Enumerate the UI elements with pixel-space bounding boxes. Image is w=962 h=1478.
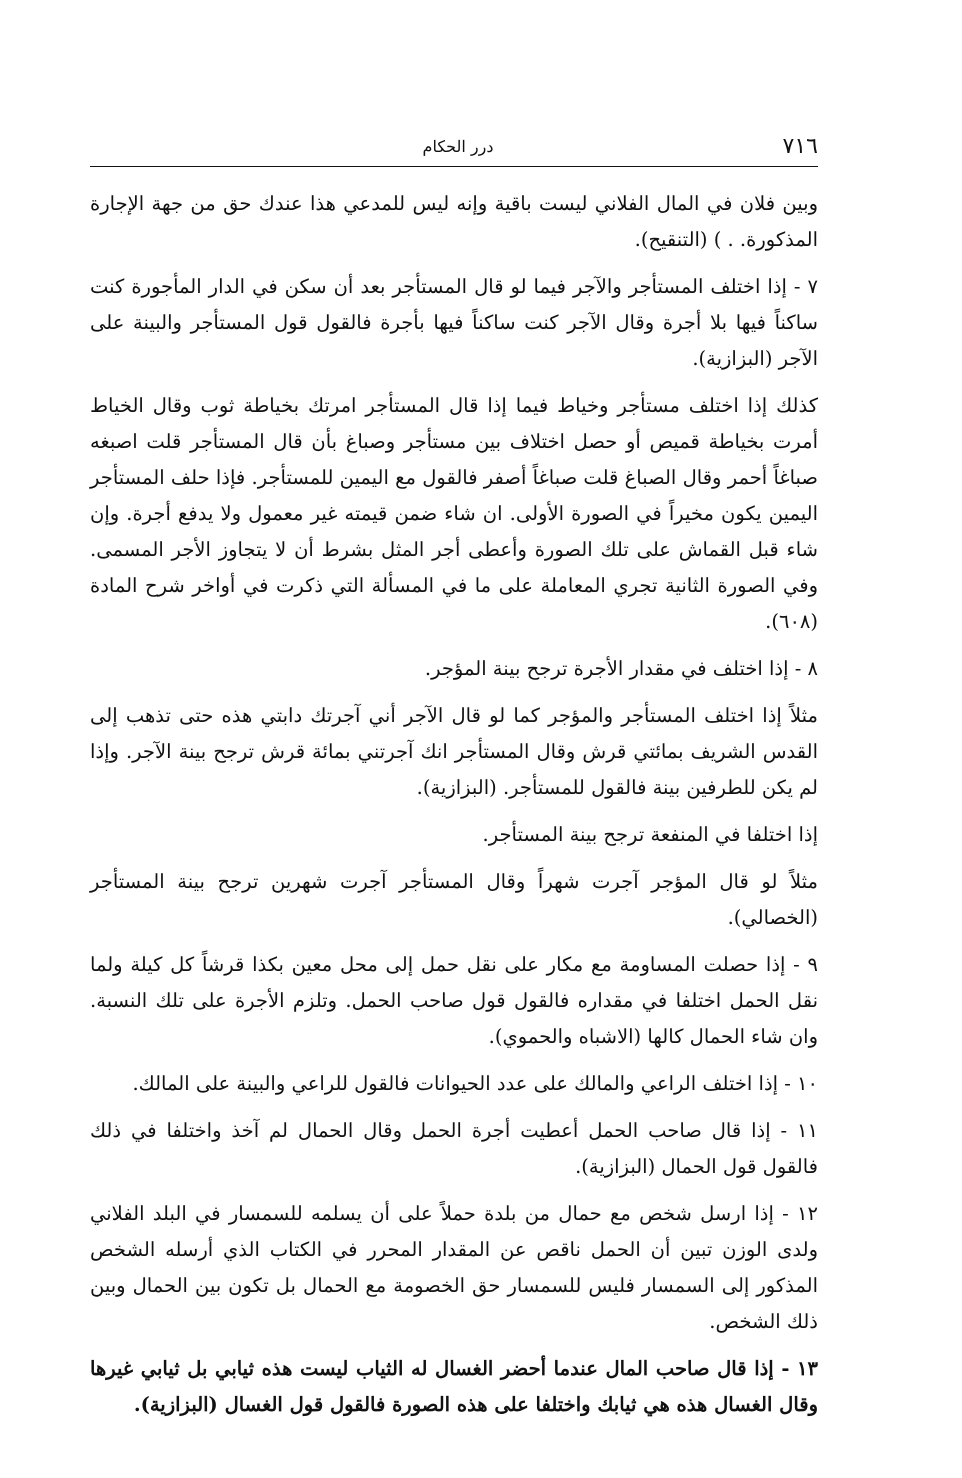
page-body — [90, 186, 818, 1434]
paragraph: وبين فلان في المال الفلاني ليست باقية وإنه ليس للمدعي هذا عندك حق من جهة الإجارة المذكورة. . ) (التنقيح). — [90, 192, 818, 251]
paragraph: ٨ - إذا اختلف في مقدار الأجرة ترجح بينة المؤجر. — [424, 657, 818, 680]
running-title: درر الحكام — [422, 137, 494, 156]
page-header — [90, 134, 818, 164]
header-rule — [90, 166, 818, 167]
paragraph: إذا اختلفا في المنفعة ترجح بينة المستأجر. — [482, 823, 818, 846]
paragraph: ٧ - إذا اختلف المستأجر والآجر فيما لو قال المستأجر بعد أن سكن في الدار المأجورة كنت ساكناً فيها بلا أجرة وقال الآجر كنت ساكناً فيها بأجرة فالقول قول المستأجر والبينة على الآجر (البزازية). — [90, 275, 818, 370]
page-number: ٧١٦ — [782, 134, 818, 159]
paragraph: مثلاً لو قال المؤجر آجرت شهراً وقال المستأجر آجرت شهرين ترجح بينة المستأجر (الخصالي). — [90, 870, 818, 929]
paragraph: كذلك إذا اختلف مستأجر وخياط فيما إذا قال المستأجر امرتك بخياطة ثوب وقال الخياط أمرت بخياطة قميص أو حصل اختلاف بين مستأجر وصباغ بأن قال المستأجر قلت اصبغه صباغاً أحمر وقال الصباغ قلت صباغاً أصفر فالقول مع اليمين للمستأجر. فإذا حلف المستأجر اليمين يكون مخيراً في الصورة الأولى. ان شاء ضمن قيمته غير معمول ولا يدفع أجرة. وإن شاء قبل القماش على تلك الصورة وأعطى أجر المثل بشرط أن لا يتجاوز الأجر المسمى. وفي الصورة الثانية تجري المعاملة على ما في المسألة التي ذكرت في أواخر شرح المادة (٦٠٨). — [90, 394, 818, 633]
paragraph: ١٣ - إذا قال صاحب المال عندما أحضر الغسال له الثياب ليست هذه ثيابي بل ثيابي غيرها وقال الغسال هذه هي ثيابك واختلفا على هذه الصورة فالقول قول الغسال (البزازية). — [90, 1357, 818, 1416]
paragraph: مثلاً إذا اختلف المستأجر والمؤجر كما لو قال الآجر أني آجرتك دابتي هذه حتى تذهب إلى القدس الشريف بمائتي قرش وقال المستأجر انك آجرتني بمائة قرش ترجح بينة الآجر. وإذا لم يكن للطرفين بينة فالقول للمستأجر. (البزازية). — [90, 704, 818, 799]
paragraph: ٩ - إذا حصلت المساومة مع مكار على نقل حمل إلى محل معين بكذا قرشاً كل كيلة ولما نقل الحمل اختلفا في مقداره فالقول قول صاحب الحمل. وتلزم الأجرة على تلك النسبة. وان شاء الحمال كالها (الاشباه والحموي). — [90, 953, 818, 1048]
book-page — [90, 0, 818, 1478]
paragraph: ١٠ - إذا اختلف الراعي والمالك على عدد الحيوانات فالقول للراعي والبينة على المالك. — [132, 1072, 818, 1095]
paragraph: ١٢ - إذا ارسل شخص مع حمال من بلدة حملاً على أن يسلمه للسمسار في البلد الفلاني ولدى الوزن تبين أن الحمل ناقص عن المقدار المحرر في الكتاب الذي أرسله الشخص المذكور إلى السمسار فليس للسمسار حق الخصومة مع الحمال بل تكون بين الحمال وبين ذلك الشخص. — [90, 1202, 818, 1333]
paragraph: ١١ - إذا قال صاحب الحمل أعطيت أجرة الحمل وقال الحمال لم آخذ واختلفا في ذلك فالقول قول الحمال (البزازية). — [90, 1119, 818, 1178]
